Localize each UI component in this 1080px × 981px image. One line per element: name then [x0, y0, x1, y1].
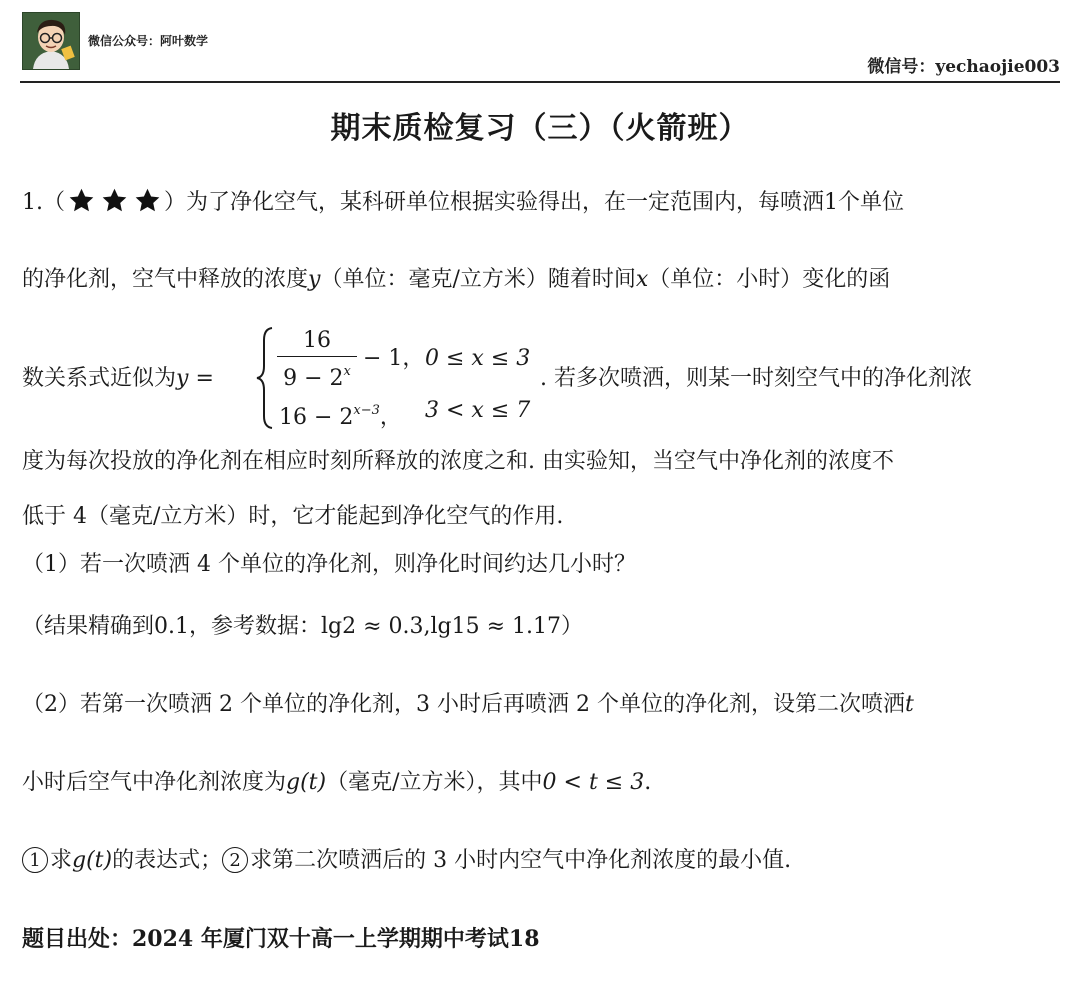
- problem-text: （2）若第一次喷洒 2 个单位的净化剂，3 小时后再喷洒 2 个单位的净化剂，设第二次喷洒: [22, 692, 905, 717]
- problem-text: （单位：毫克/立方米）随着时间: [320, 267, 636, 292]
- problem-text: （单位：小时）变化的函: [648, 267, 891, 292]
- piece2-expression: [279, 396, 402, 433]
- problem-line-3-lead: [22, 362, 214, 396]
- math-range: 0 < t ≤ 3: [542, 770, 645, 795]
- difficulty-stars: [65, 190, 164, 215]
- math-var-y: y: [308, 267, 321, 292]
- fraction: [277, 328, 357, 392]
- problem-text: 求第二次喷洒后的 3 小时内空气中净化剂浓度的最小值.: [250, 848, 792, 873]
- source-citation: 题目出处：2024 年厦门双十高一上学期期中考试18: [22, 926, 540, 952]
- circled-number-2: 2: [222, 847, 248, 873]
- avatar: [22, 12, 80, 70]
- piece1-rest: − 1，: [363, 346, 425, 371]
- star-icon: [134, 187, 161, 214]
- piecewise-function: [255, 326, 545, 430]
- problem-line-4: 度为每次投放的净化剂在相应时刻所释放的浓度之和. 由实验知，当空气中净化剂的浓度不: [22, 449, 894, 474]
- piece1-condition: 0 ≤ x ≤ 3: [425, 346, 531, 371]
- problem-text: 的表达式；: [112, 848, 223, 873]
- cartoon-teacher-icon: [23, 13, 79, 69]
- denominator-base: 9 − 2: [283, 366, 344, 391]
- question-1: （1）若一次喷洒 4 个单位的净化剂，则净化时间约达几小时？: [22, 552, 636, 577]
- piece2-base: 16 − 2: [279, 405, 354, 430]
- brand-label: 微信公众号：阿叶数学: [88, 34, 209, 48]
- problem-text: 的净化剂，空气中释放的浓度: [22, 267, 309, 292]
- circled-number-1: 1: [22, 847, 48, 873]
- star-icon: [101, 187, 128, 214]
- question-2-line-1: [22, 688, 914, 722]
- math-g-of-t: g(t): [286, 770, 327, 795]
- star-icon: [68, 187, 95, 214]
- piece2-condition: 3 < x ≤ 7: [425, 398, 531, 423]
- exponent: x−3: [353, 403, 380, 418]
- left-brace-icon: [255, 326, 275, 430]
- math-var-y: y: [176, 366, 189, 391]
- question-1-note: （结果精确到0.1，参考数据：lg2 ≈ 0.3,lg15 ≈ 1.17）: [22, 614, 584, 639]
- page-title: 期末质检复习（三）（火箭班）: [330, 111, 750, 146]
- problem-line-3-tail: . 若多次喷洒，则某一时刻空气中的净化剂浓: [540, 366, 972, 391]
- page-header: [0, 0, 1080, 84]
- question-2-line-2: [22, 766, 651, 800]
- math-var-t: t: [904, 692, 914, 717]
- problem-text: （毫克/立方米），其中: [326, 770, 543, 795]
- paren-open: （: [43, 190, 66, 215]
- header-divider: [20, 81, 1060, 83]
- paren-close: ）: [164, 190, 187, 215]
- period: .: [644, 770, 652, 795]
- wechat-id: 微信号：yechaojie003: [867, 57, 1060, 77]
- exponent: x: [343, 364, 351, 379]
- problem-text: 数关系式近似为: [22, 366, 177, 391]
- problem-text: 小时后空气中净化剂浓度为: [22, 770, 287, 795]
- problem-number: 1.: [22, 190, 43, 215]
- math-equals: =: [188, 366, 214, 391]
- sub-questions: [22, 844, 791, 878]
- fraction-denominator: [277, 357, 357, 392]
- comma: ，: [379, 405, 402, 430]
- fraction-numerator: 16: [303, 328, 331, 353]
- problem-line-1: [22, 186, 904, 220]
- math-var-x: x: [635, 267, 649, 292]
- problem-text: 求: [50, 848, 73, 873]
- problem-line-2: [22, 263, 890, 297]
- problem-text: 为了净化空气，某科研单位根据实验得出，在一定范围内，每喷洒1个单位: [186, 190, 905, 215]
- problem-line-5: 低于 4（毫克/立方米）时，它才能起到净化空气的作用.: [22, 504, 564, 529]
- math-g-of-t: g(t): [72, 848, 113, 873]
